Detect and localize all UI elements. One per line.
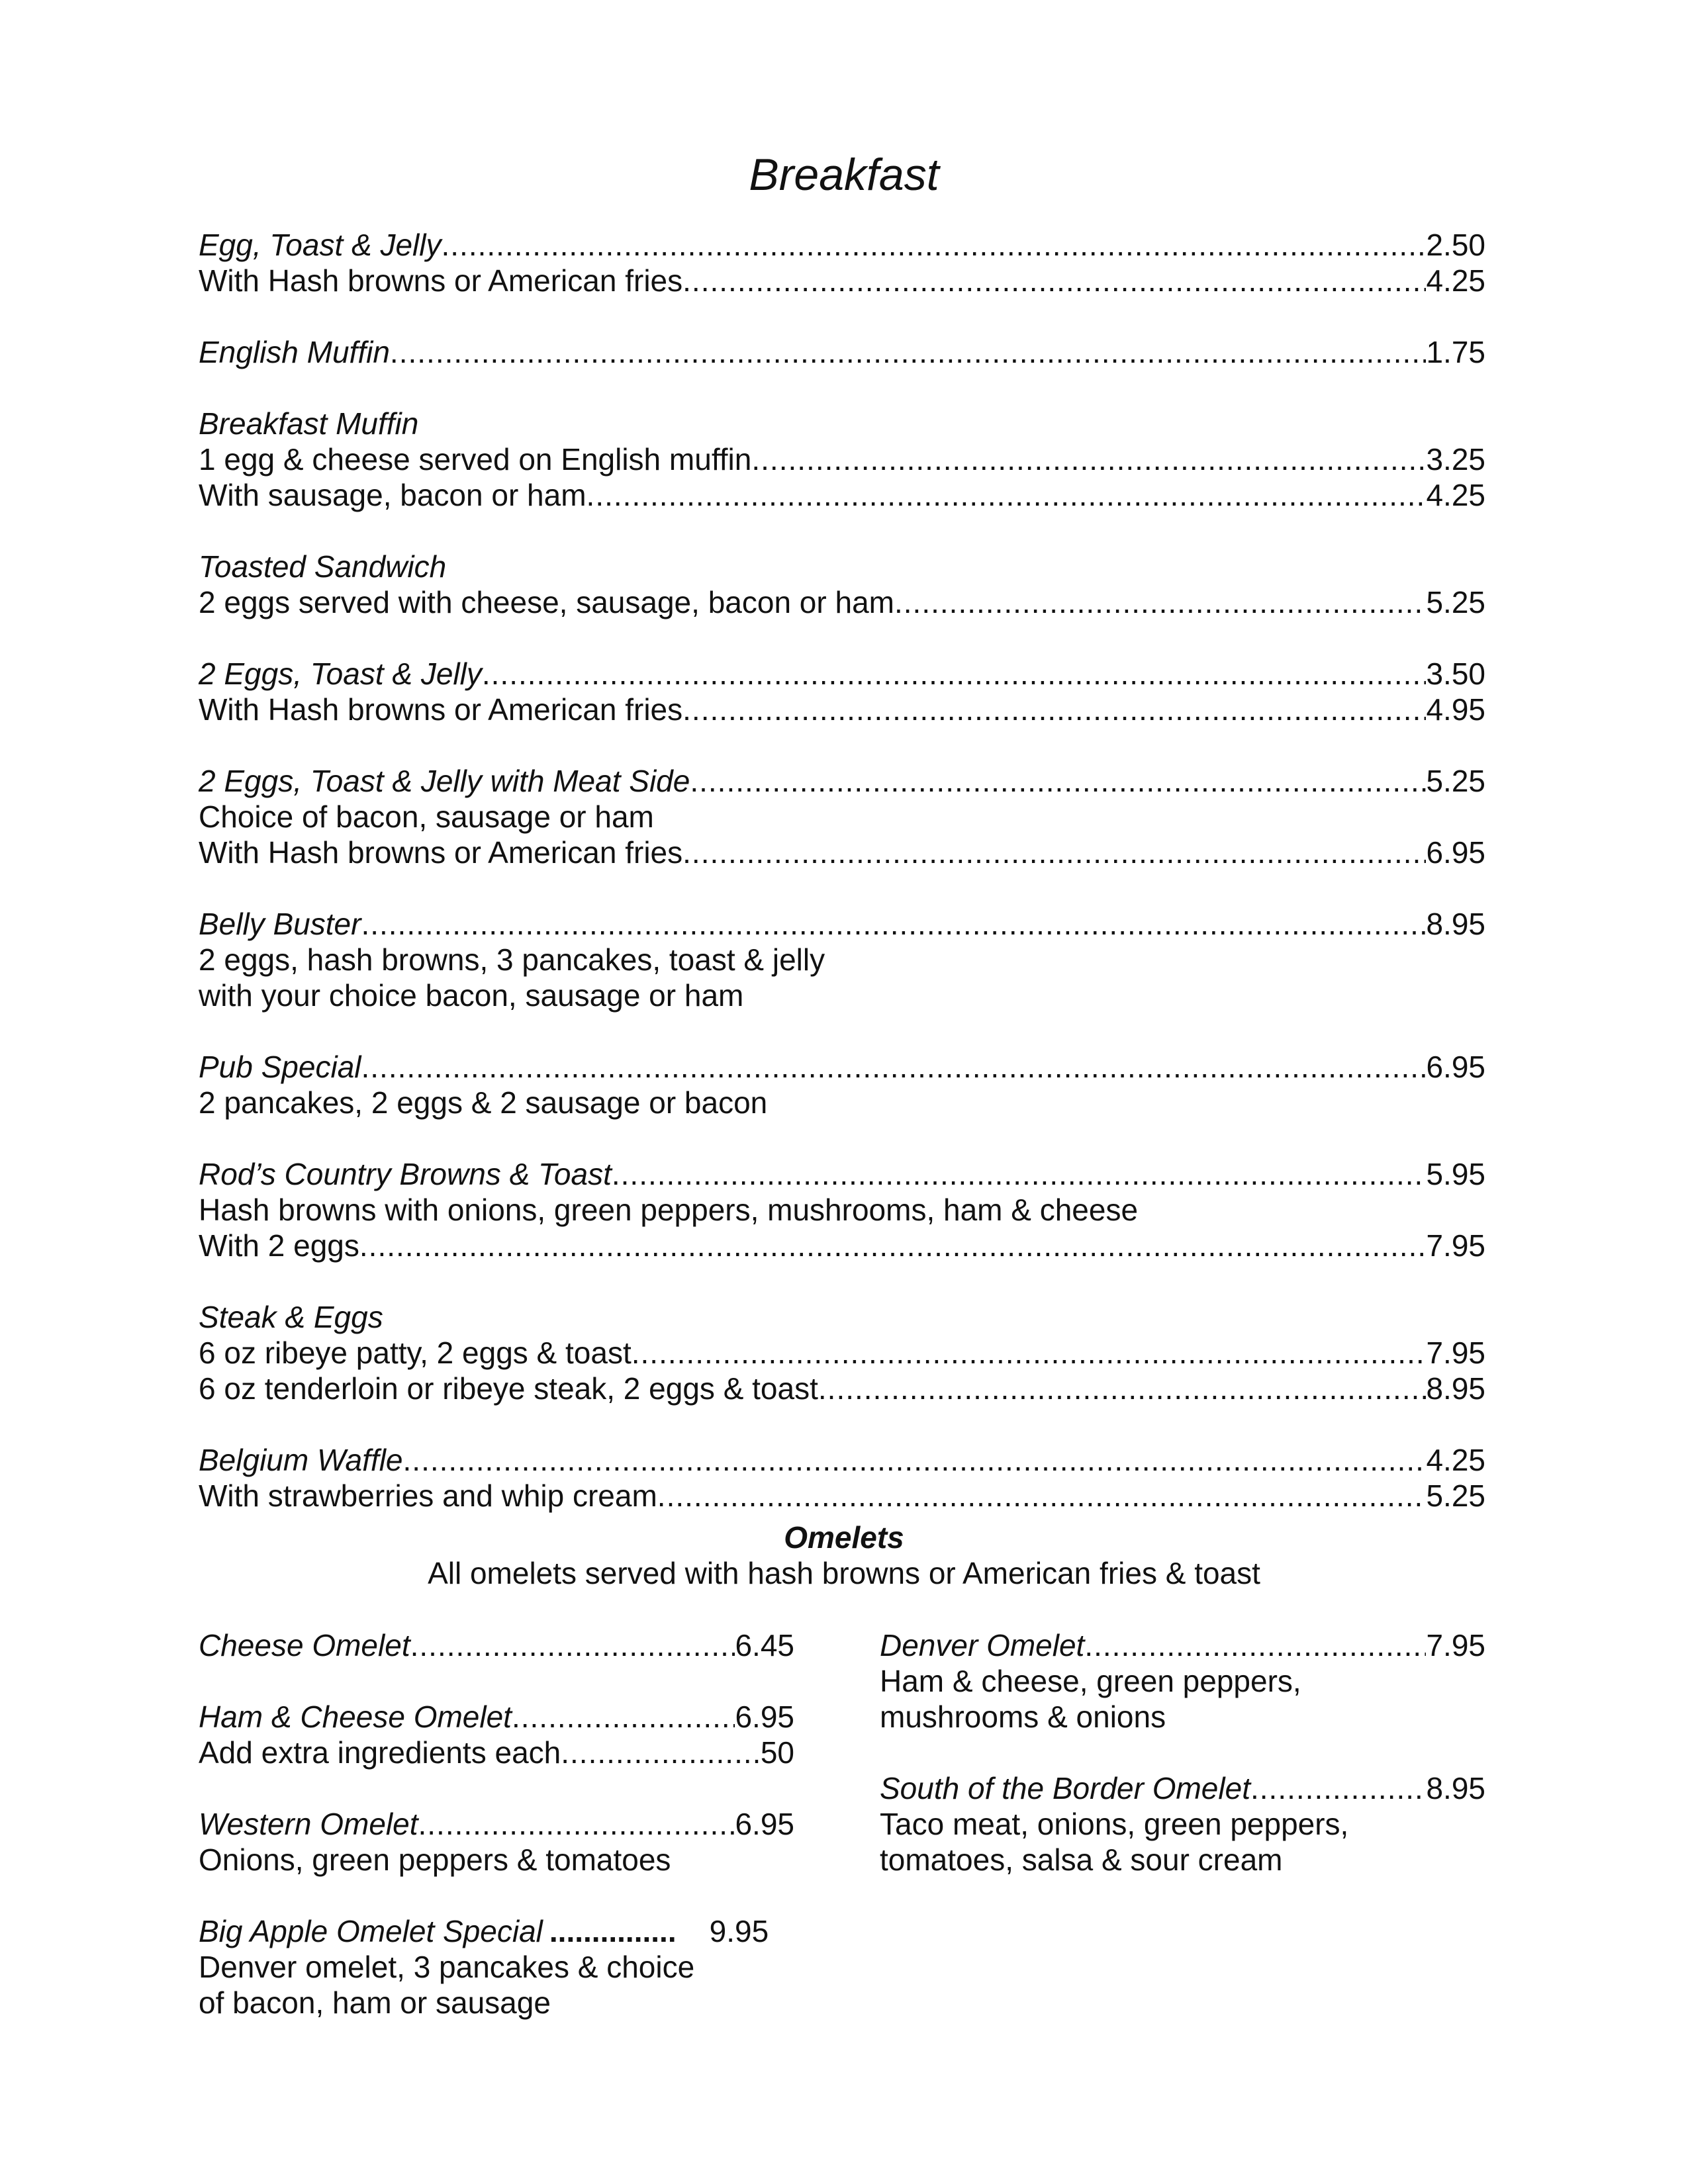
item-name: Toasted Sandwich <box>199 549 447 584</box>
item-price: 4.25 <box>1426 478 1485 512</box>
item-name: South of the Border Omelet <box>880 1771 1250 1805</box>
item-price: 4.95 <box>1426 692 1485 727</box>
menu-line <box>199 263 1485 298</box>
menu-line <box>199 584 1485 620</box>
dot-leader <box>561 1735 761 1770</box>
item-price: 6.95 <box>735 1807 794 1841</box>
item-price: 5.25 <box>1426 1479 1485 1513</box>
menu-line-big-apple-desc-1 <box>199 1949 794 1985</box>
omelets-heading: Omelets <box>784 1520 904 1555</box>
item-name: Belly Buster <box>199 907 361 941</box>
menu-line <box>199 1085 1485 1120</box>
menu-line-cheese-omelet <box>199 1627 794 1663</box>
dot-leader <box>359 1228 1427 1263</box>
item-desc: With 2 eggs <box>199 1228 359 1263</box>
item-desc: Choice of bacon, sausage or ham <box>199 799 654 834</box>
item-price: 5.95 <box>1426 1157 1485 1191</box>
item-desc: 2 pancakes, 2 eggs & 2 sausage or bacon <box>199 1085 768 1120</box>
item-price: 7.95 <box>1426 1628 1485 1662</box>
menu-line <box>199 1299 1485 1335</box>
dot-leader <box>818 1371 1427 1406</box>
dot-leader <box>894 584 1426 620</box>
menu-line <box>199 978 1485 1013</box>
item-price: 6.45 <box>735 1628 794 1662</box>
menu-line-extra-ingredients <box>199 1735 794 1770</box>
dot-leader <box>657 1478 1427 1514</box>
menu-line-western-omelet <box>199 1806 794 1842</box>
menu-line <box>199 1442 1485 1478</box>
menu-line-denver-desc-2 <box>880 1699 1485 1735</box>
dot-leader <box>612 1156 1427 1192</box>
item-price: 8.95 <box>1426 1771 1485 1805</box>
item-name: Cheese Omelet <box>199 1628 410 1662</box>
dot-leader <box>751 441 1426 477</box>
item-price: 4.25 <box>1426 263 1485 298</box>
item-price: 7.95 <box>1426 1228 1485 1263</box>
item-price: 6.95 <box>735 1700 794 1734</box>
omelets-left-column <box>199 1627 794 2021</box>
item-desc: With sausage, bacon or ham <box>199 478 586 512</box>
menu-line <box>199 835 1485 870</box>
dot-leader <box>410 1627 735 1663</box>
menu-line <box>199 227 1485 263</box>
menu-line-ham-cheese-omelet <box>199 1699 794 1735</box>
item-desc: Hash browns with onions, green peppers, mushrooms, ham & cheese <box>199 1193 1139 1227</box>
dot-leader <box>361 1049 1427 1085</box>
menu-line <box>199 334 1485 370</box>
menu-line-south-border-omelet <box>880 1770 1485 1806</box>
item-price: 7.95 <box>1426 1336 1485 1370</box>
item-desc: Ham & cheese, green peppers, <box>880 1664 1301 1698</box>
menu-line <box>199 1049 1485 1085</box>
dot-leader <box>690 763 1426 799</box>
item-price: 2.50 <box>1426 228 1485 262</box>
item-price: 9.95 <box>709 1914 769 1948</box>
item-desc: With strawberries and whip cream <box>199 1479 657 1513</box>
menu-line <box>199 549 1485 584</box>
item-price: 8.95 <box>1426 907 1485 941</box>
omelets-right-column <box>880 1627 1485 1878</box>
menu-line-south-border-desc-1 <box>880 1806 1485 1842</box>
menu-line <box>199 942 1485 978</box>
item-price: 5.25 <box>1426 585 1485 619</box>
dot-leader <box>512 1699 735 1735</box>
menu-line <box>199 1335 1485 1371</box>
menu-line <box>199 656 1485 692</box>
menu-line <box>199 799 1485 835</box>
dot-leader <box>403 1442 1427 1478</box>
menu-line <box>199 1192 1485 1228</box>
menu-line-western-desc <box>199 1842 794 1878</box>
menu-line <box>199 1371 1485 1406</box>
dot-leader <box>682 692 1426 727</box>
item-name: Denver Omelet <box>880 1628 1085 1662</box>
item-desc: of bacon, ham or sausage <box>199 1985 551 2020</box>
item-price: 4.25 <box>1426 1443 1485 1477</box>
menu-line <box>199 692 1485 727</box>
item-name: English Muffin <box>199 335 390 369</box>
item-price: 8.95 <box>1426 1371 1485 1406</box>
item-price: 6.95 <box>1426 835 1485 870</box>
dot-leader <box>586 477 1427 513</box>
breakfast-menu <box>199 227 1485 1514</box>
dot-leader <box>682 263 1426 298</box>
omelets-subheading: All omelets served with hash browns or American fries & toast <box>428 1556 1260 1590</box>
item-name: Steak & Eggs <box>199 1300 383 1334</box>
item-name: Egg, Toast & Jelly <box>199 228 442 262</box>
dot-leader <box>1250 1770 1426 1806</box>
menu-line-denver-desc-1 <box>880 1663 1485 1699</box>
item-desc: Denver omelet, 3 pancakes & choice <box>199 1950 695 1984</box>
menu-line <box>199 441 1485 477</box>
item-name: Breakfast Muffin <box>199 406 419 441</box>
dot-leader <box>418 1806 735 1842</box>
item-price: 5.25 <box>1426 764 1485 798</box>
menu-line <box>199 477 1485 513</box>
menu-line-south-border-desc-2 <box>880 1842 1485 1878</box>
item-name: Pub Special <box>199 1050 361 1084</box>
item-desc: 1 egg & cheese served on English muffin <box>199 442 752 477</box>
menu-line <box>199 1156 1485 1192</box>
menu-line <box>199 906 1485 942</box>
dot-leader <box>549 1913 677 1949</box>
dot-leader <box>442 227 1427 263</box>
item-name: Big Apple Omelet Special <box>199 1914 543 1948</box>
item-desc: With Hash browns or American fries <box>199 263 683 298</box>
item-desc: Taco meat, onions, green peppers, <box>880 1807 1349 1841</box>
item-desc: mushrooms & onions <box>880 1700 1166 1734</box>
item-desc: Onions, green peppers & tomatoes <box>199 1843 671 1877</box>
item-desc: with your choice bacon, sausage or ham <box>199 978 744 1013</box>
menu-line <box>199 1228 1485 1263</box>
dot-leader <box>361 906 1426 942</box>
item-name: Ham & Cheese Omelet <box>199 1700 512 1734</box>
menu-line <box>199 763 1485 799</box>
item-price: 6.95 <box>1426 1050 1485 1084</box>
menu-line <box>199 1478 1485 1514</box>
item-desc: tomatoes, salsa & sour cream <box>880 1843 1283 1877</box>
item-desc: 2 eggs, hash browns, 3 pancakes, toast & jelly <box>199 942 825 977</box>
item-desc: 6 oz ribeye patty, 2 eggs & toast <box>199 1336 632 1370</box>
menu-line-big-apple-desc-2 <box>199 1985 794 2021</box>
item-desc: 2 eggs served with cheese, sausage, bacon or ham <box>199 585 894 619</box>
item-name: Rod’s Country Browns & Toast <box>199 1157 612 1191</box>
item-price: 50 <box>760 1735 794 1770</box>
item-desc: Add extra ingredients each <box>199 1735 561 1770</box>
dot-leader <box>632 1335 1427 1371</box>
item-name: 2 Eggs, Toast & Jelly <box>199 657 482 691</box>
dot-leader <box>682 835 1426 870</box>
dot-leader <box>390 334 1427 370</box>
dot-leader <box>1084 1627 1426 1663</box>
item-desc: With Hash browns or American fries <box>199 692 683 727</box>
page-title: Breakfast <box>749 150 939 200</box>
item-desc: 6 oz tenderloin or ribeye steak, 2 eggs & toast <box>199 1371 818 1406</box>
menu-line-denver-omelet <box>880 1627 1485 1663</box>
item-name: Belgium Waffle <box>199 1443 403 1477</box>
item-price: 1.75 <box>1426 335 1485 369</box>
menu-line-big-apple-omelet <box>199 1913 794 1949</box>
item-name: Western Omelet <box>199 1807 418 1841</box>
dot-leader <box>482 656 1427 692</box>
item-price: 3.50 <box>1426 657 1485 691</box>
item-name: 2 Eggs, Toast & Jelly with Meat Side <box>199 764 690 798</box>
menu-line <box>199 406 1485 441</box>
item-price: 3.25 <box>1426 442 1485 477</box>
item-desc: With Hash browns or American fries <box>199 835 683 870</box>
